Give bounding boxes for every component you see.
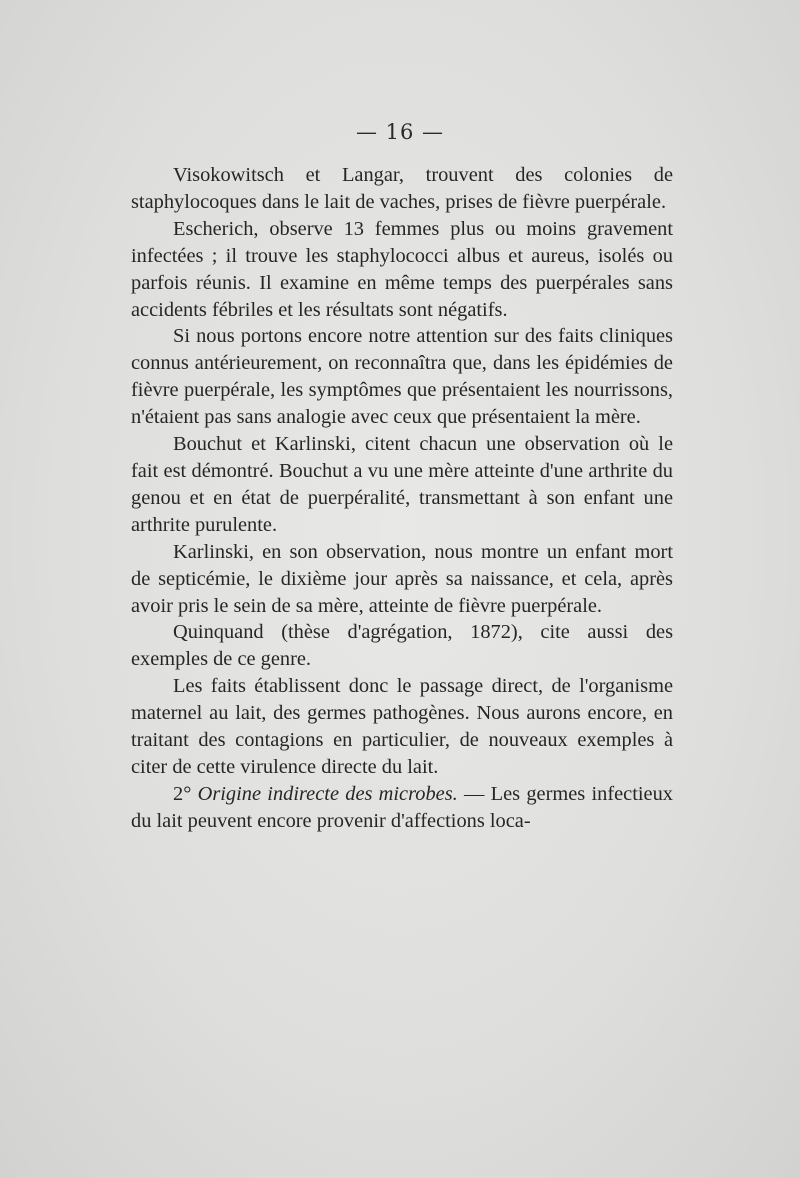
section-text: — Les germes infectieux du lait peuvent encore provenir d'affections loca- xyxy=(131,782,673,832)
paragraph-6: Quinquand (thèse d'agrégation, 1872), cite aussi des exemples de ce genre. xyxy=(131,621,673,671)
paragraph-5: Karlinski, en son observation, nous montre un enfant mort de septicémie, le dixième jour après sa naissance, et cela, après avoir pris le sein de sa mère, atteinte de fièvre puerpérale. xyxy=(131,540,673,617)
paragraph-2: Escherich, observe 13 femmes plus ou moins gravement infectées ; il trouve les staphylococci albus et aureus, isolés ou parfois réunis. Il examine en même temps des puerpérales sans accidents fébriles et les résultats sont négatifs. xyxy=(131,217,673,321)
paragraph-3: Si nous portons encore notre attention sur des faits cliniques connus antérieurement, on reconnaîtra que, dans les épidémies de fièvre puerpérale, les symptômes que présentaient les nourrissons, n'étaient pas sans analogie avec ceux que présentaient la mère. xyxy=(131,325,673,429)
body-text xyxy=(131,162,673,835)
paragraph-4: Bouchut et Karlinski, citent chacun une observation où le fait est démontré. Bouchut a vu une mère atteinte d'une arthrite du genou et en état de puerpéralité, transmettant à son enfant une arthrite purulente. xyxy=(131,433,673,536)
paragraph-8 xyxy=(131,781,673,835)
page-number: — 16 — xyxy=(355,120,445,144)
section-title: Origine indirecte des microbes. xyxy=(197,782,458,805)
section-number: 2° xyxy=(173,782,192,805)
paragraph-1: Visokowitsch et Langar, trouvent des colonies de staphylocoques dans le lait de vaches, prises de fièvre puerpérale. xyxy=(131,164,673,213)
paragraph-7: Les faits établissent donc le passage direct, de l'organisme maternel au lait, des germes pathogènes. Nous aurons encore, en traitant des contagions en particulier, de nouveaux exemples à citer de cette virulence directe du lait. xyxy=(131,675,673,778)
